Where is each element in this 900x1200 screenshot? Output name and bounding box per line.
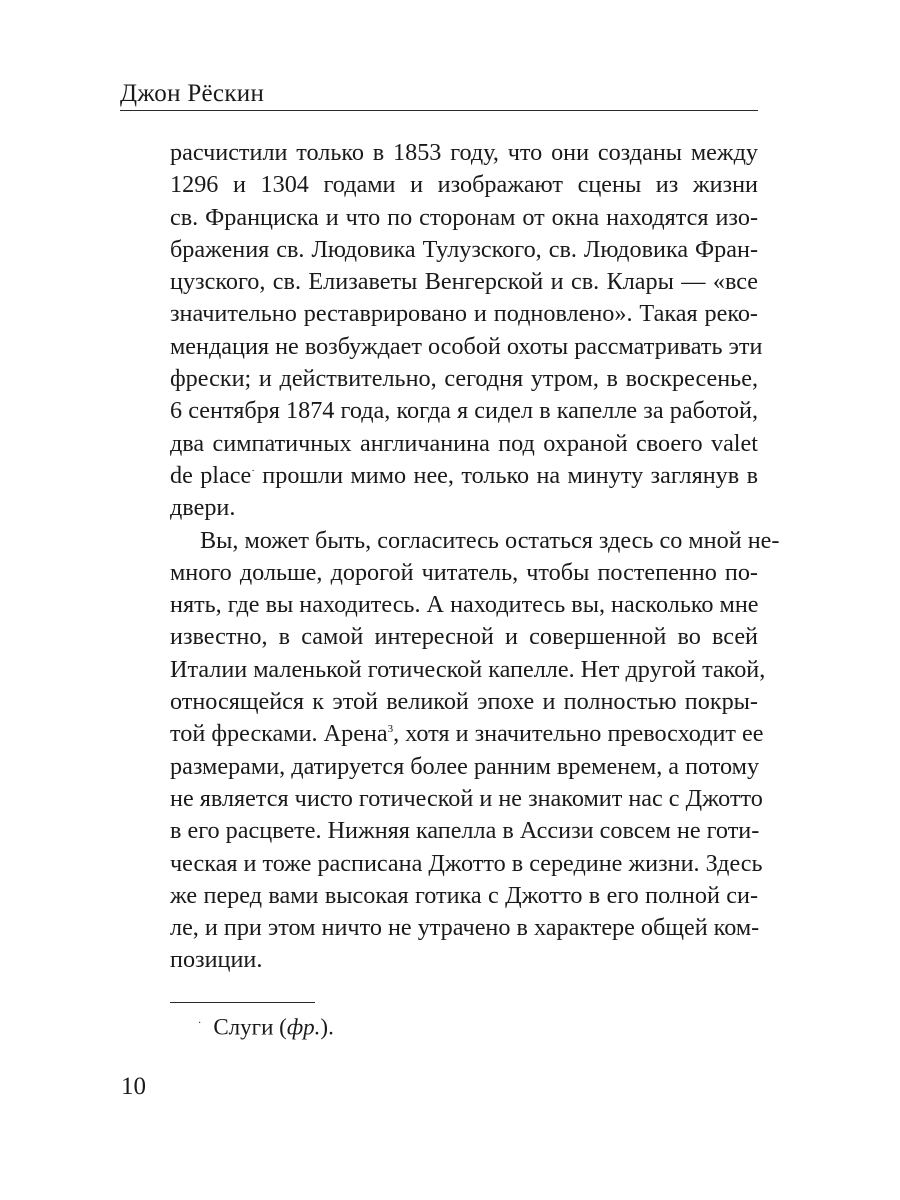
text-line: известно, в самой интересной и совершенной во всей <box>170 623 758 651</box>
text-line: 1296 и 1304 годами и изображают сцены из жизни <box>170 171 758 199</box>
footnote-rule <box>170 1002 315 1003</box>
footnote-text-before: Слуги ( <box>213 1014 287 1040</box>
text-line <box>170 718 764 750</box>
text-line: двери. <box>170 494 236 522</box>
running-head-title: Джон Рёскин <box>120 80 265 107</box>
text-line: бражения св. Людовика Тулузского, св. Людовика Фран- <box>170 235 758 263</box>
text-segment: прошли мимо нее, только на минуту заглянув в <box>254 461 758 489</box>
text-line: в его расцвете. Нижняя капелла в Ассизи совсем не готи- <box>170 817 760 845</box>
text-line: ле, и при этом ничто не утрачено в характере общей ком- <box>170 914 760 942</box>
footnote-reference: · <box>251 464 255 477</box>
text-line: размерами, датируется более ранним временем, а потому <box>170 752 760 780</box>
body-text <box>170 137 780 977</box>
text-line: много дольше, дорогой читатель, чтобы постепенно по- <box>170 558 758 586</box>
text-segment: той фресками. Арена <box>170 720 388 748</box>
text-line <box>170 460 758 492</box>
text-line: ческая и тоже расписана Джотто в середине жизни. Здесь <box>170 849 763 877</box>
footnote-marker: · <box>198 1018 202 1029</box>
text-line: позиции. <box>170 946 263 974</box>
text-segment: de place <box>170 461 252 489</box>
text-line: относящейся к этой великой эпохе и полностью покры- <box>170 688 758 716</box>
text-line: св. Франциска и что по сторонам от окна находятся изо- <box>170 203 758 231</box>
text-line: цузского, св. Елизаветы Венгерской и св. Клары — «все <box>170 268 758 296</box>
text-line: не является чисто готической и не знакомит нас с Джотто <box>170 784 763 812</box>
text-line: Вы, может быть, согласитесь остаться здесь со мной не- <box>200 526 780 554</box>
footnote-reference: 3 <box>387 723 394 736</box>
running-head <box>120 80 758 111</box>
text-line: расчистили только в 1853 году, что они созданы между <box>170 139 758 166</box>
footnote-text-after: ). <box>320 1014 334 1040</box>
text-segment: , хотя и значительно превосходит ее <box>393 720 764 748</box>
text-line: фрески; и действительно, сегодня утром, в воскресенье, <box>170 365 758 393</box>
footnote <box>198 1009 334 1043</box>
text-line: Италии маленькой готической капелле. Нет другой такой, <box>170 655 766 683</box>
text-line: мендация не возбуждает особой охоты рассматривать эти <box>170 332 763 360</box>
text-line: значительно реставрировано и подновлено». Такая реко- <box>170 300 758 328</box>
text-line: же перед вами высокая готика с Джотто в его полной си- <box>170 881 758 909</box>
page-number: 10 <box>121 1073 146 1100</box>
text-line: два симпатичных англичанина под охраной своего valet <box>170 429 758 457</box>
text-line: 6 сентября 1874 года, когда я сидел в капелле за работой, <box>170 397 758 425</box>
text-line: нять, где вы находитесь. А находитесь вы, насколько мне <box>170 591 759 619</box>
footnote-abbr: фр. <box>286 1014 321 1040</box>
